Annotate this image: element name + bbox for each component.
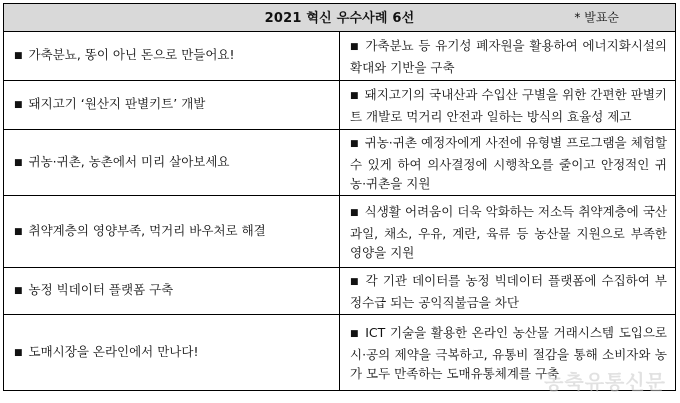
publisher-watermark: 농축유통신문 bbox=[544, 370, 666, 394]
case-description-cell bbox=[340, 196, 676, 268]
table-row bbox=[4, 130, 676, 196]
case-name: 농정 빅데이터 플랫폼 구축 bbox=[28, 282, 174, 297]
case-name: 취약계층의 영양부족, 먹거리 바우처로 해결 bbox=[28, 222, 266, 238]
case-description-cell bbox=[340, 315, 676, 391]
square-bullet-icon: ■ bbox=[350, 138, 359, 149]
square-bullet-icon: ■ bbox=[14, 100, 23, 110]
square-bullet-icon: ■ bbox=[350, 276, 360, 287]
case-name: 가축분뇨, 똥이 아닌 돈으로 만들어요! bbox=[28, 47, 235, 62]
case-name-cell bbox=[4, 130, 340, 196]
square-bullet-icon: ■ bbox=[14, 51, 23, 61]
square-bullet-icon: ■ bbox=[14, 286, 23, 296]
case-description: 식생활 어려움이 더욱 악화하는 저소득 취약계층에 국산 과일, 채소, 우유, 계란, 육류 등 농산물 지원으로 부족한 영양을 지원 bbox=[350, 203, 667, 260]
case-name: 도매시장을 온라인에서 만나다! bbox=[28, 343, 199, 359]
case-name-cell bbox=[4, 81, 340, 130]
case-description: ICT 기술을 활용한 온라인 농산물 거래시스템 도입으로 시·공의 제약을 극복하고, 유통비 절감을 통해 소비자와 농가 모두 만족하는 도매유통체계를 구축 bbox=[350, 324, 667, 381]
case-description: 돼지고기의 국내산과 수입산 구별을 위한 간편한 판별키트 개발로 먹거리 안전과 일하는 방식의 효율성 제고 bbox=[350, 86, 667, 124]
table-header-row bbox=[4, 4, 676, 32]
case-name-cell bbox=[4, 268, 340, 315]
case-description-cell bbox=[340, 130, 676, 196]
square-bullet-icon: ■ bbox=[14, 347, 23, 358]
square-bullet-icon: ■ bbox=[350, 41, 360, 52]
case-name-cell bbox=[4, 32, 340, 81]
table-header bbox=[4, 4, 676, 32]
table-row bbox=[4, 268, 676, 315]
square-bullet-icon: ■ bbox=[350, 90, 359, 101]
case-name-cell bbox=[4, 315, 340, 391]
square-bullet-icon: ■ bbox=[14, 157, 23, 168]
best-practices-table bbox=[3, 3, 676, 391]
case-description-cell bbox=[340, 81, 676, 130]
case-description-cell bbox=[340, 32, 676, 81]
square-bullet-icon: ■ bbox=[350, 328, 360, 339]
table-row bbox=[4, 81, 676, 130]
case-description: 각 기관 데이터를 농정 빅데이터 플랫폼에 수집하여 부정수급 되는 공익직불금을 차단 bbox=[350, 272, 667, 310]
case-name-cell bbox=[4, 196, 340, 268]
case-name: 귀농·귀촌, 농촌에서 미리 살아보세요 bbox=[28, 153, 230, 169]
square-bullet-icon: ■ bbox=[350, 207, 359, 218]
table-title: 2021 혁신 우수사례 6선 bbox=[264, 10, 415, 26]
case-description: 가축분뇨 등 유기성 폐자원을 활용하여 에너지화시설의 확대와 기반을 구축 bbox=[350, 37, 667, 75]
case-description-cell bbox=[340, 268, 676, 315]
case-description: 귀농·귀촌 예정자에게 사전에 유형별 프로그램을 체험할 수 있게 하여 의사결정에 시행착오를 줄이고 안정적인 귀농·귀촌을 지원 bbox=[350, 134, 667, 191]
table-row bbox=[4, 196, 676, 268]
square-bullet-icon: ■ bbox=[14, 226, 23, 237]
table-row bbox=[4, 315, 676, 391]
case-name: 돼지고기 ‘원산지 판별키트’ 개발 bbox=[28, 96, 206, 111]
order-note: * 발표순 bbox=[574, 10, 619, 24]
table-row bbox=[4, 32, 676, 81]
